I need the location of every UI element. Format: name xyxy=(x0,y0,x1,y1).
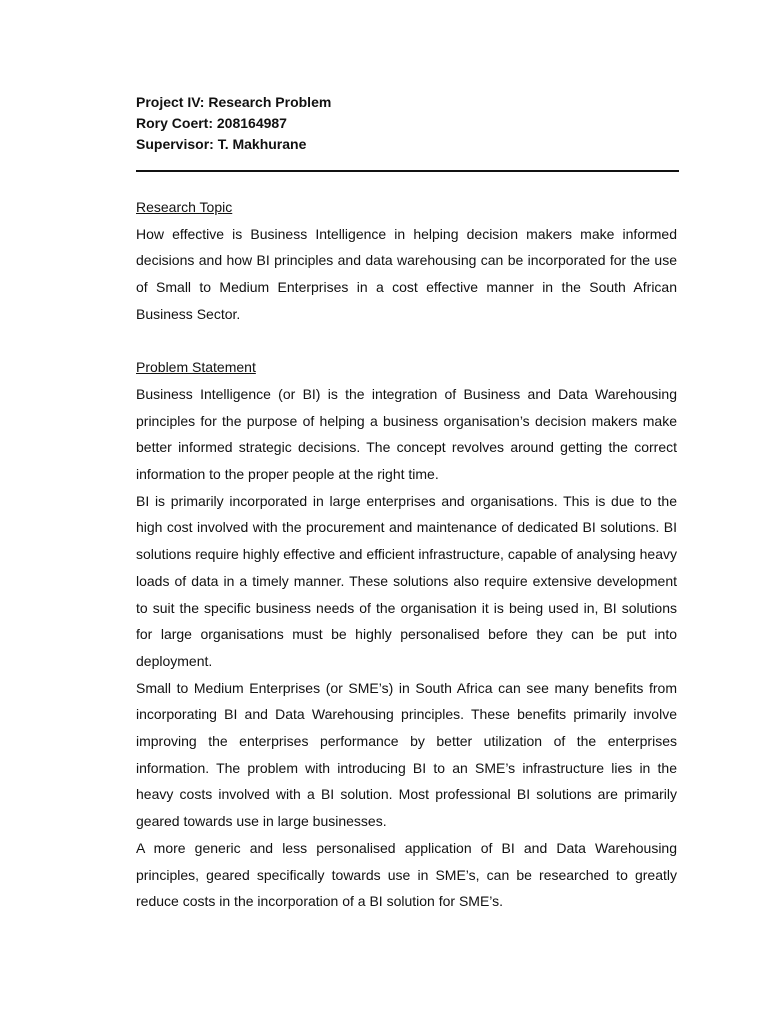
research-topic-paragraph: How effective is Business Intelligence in helping decision makers make informed decisions and how BI principles and data warehousing can be incorporated for the use of Small to Medium Enterprises in a cost effective manner in the South African Business Sector. xyxy=(136,225,677,322)
project-title: Project IV: Research Problem xyxy=(136,94,332,110)
problem-paragraph-1: Business Intelligence (or BI) is the integration of Business and Data Warehousing principles for the purpose of helping a business organisation’s decision makers make better informed strategic decisions. The concept revolves around getting the correct information to the proper people at the right time. xyxy=(136,385,677,483)
header-divider xyxy=(136,170,679,172)
problem-paragraph-3: Small to Medium Enterprises (or SME’s) in South Africa can see many benefits from incorporating BI and Data Warehousing principles. These benefits primarily involve improving the enterprises performance by better utilization of the enterprises information. The problem with introducing BI to an SME’s infrastructure lies in the heavy costs involved with a BI solution. Most professional BI solutions are primarily geared towards use in large businesses. xyxy=(136,679,677,830)
problem-statement-heading: Problem Statement xyxy=(136,359,256,376)
student-name-id: Rory Coert: 208164987 xyxy=(136,115,287,131)
document-header xyxy=(136,92,681,155)
document-body xyxy=(136,194,677,915)
supervisor-name: Supervisor: T. Makhurane xyxy=(136,136,307,152)
section-spacer xyxy=(136,328,677,355)
problem-paragraph-2: BI is primarily incorporated in large enterprises and organisations. This is due to the high cost involved with the procurement and maintenance of dedicated BI solutions. BI solutions require highly effective and efficient infrastructure, capable of analysing heavy loads of data in a timely manner. These solutions also require extensive development to suit the specific business needs of the organisation it is being used in, BI solutions for large organisations must be highly personalised before they can be put into deployment. xyxy=(136,492,677,669)
problem-paragraph-4: A more generic and less personalised application of BI and Data Warehousing principles, geared specifically towards use in SME’s, can be researched to greatly reduce costs in the incorporation of a BI solution for SME’s. xyxy=(136,839,677,910)
research-topic-heading: Research Topic xyxy=(136,199,233,215)
